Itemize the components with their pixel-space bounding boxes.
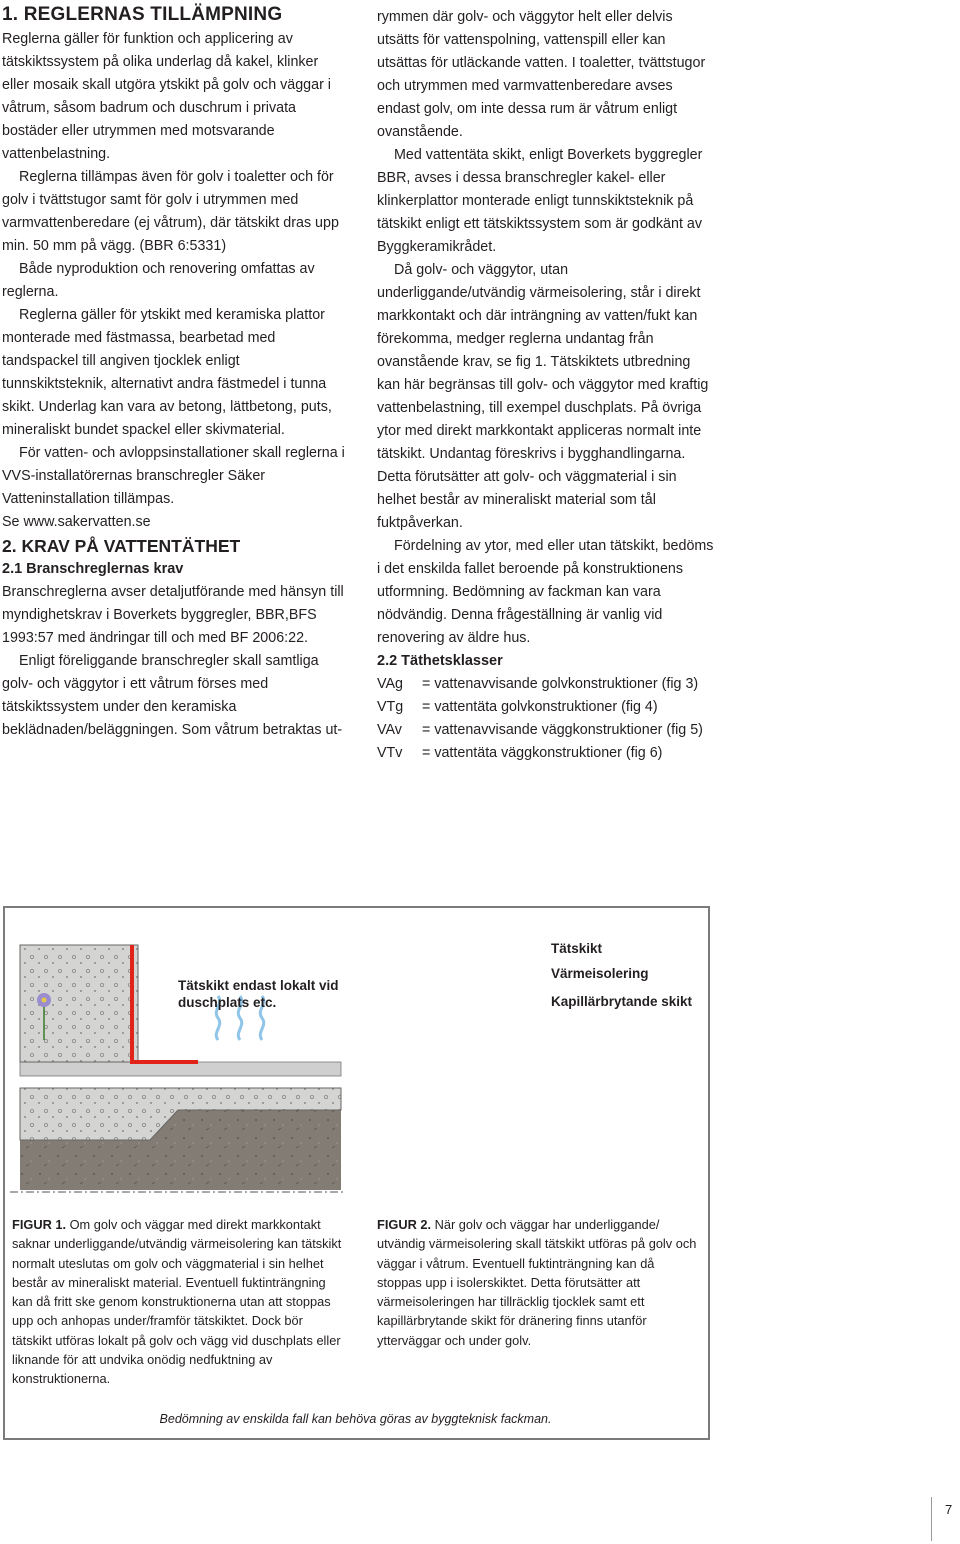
paragraph: Då golv- och väggytor, utan underliggande/utvändig värmeisolering, står i direkt markkontakt och där inträngning av vatten/fukt kan förekomma, medger reglerna undantag från ovanstående krav, se fig 1. Tätskiktets utbredning kan här begränsas till golv- och väggytor med kraftig vattenbelastning, till exempel duschplats. På övriga ytor med direkt markkontakt appliceras normalt inte tätskikt. Undantag föreskrivs i bygghandlingarna. Detta förutsätter att golv- och väggmaterial i sin helhet består av mineraliskt material som tål fuktpåverkan.	[377, 262, 709, 531]
paragraph: Reglerna gäller för ytskikt med keramiska plattor monterade med fästmassa, bearbetad med tandspackel till angiven tjocklek enligt tunnskiktsteknik, alternativt andra fästmedel i tunna skikt. Underlag kan vara av betong, lättbetong, puts, mineraliskt bundet spackel eller skivmaterial.	[2, 307, 332, 438]
paragraph: Med vattentäta skikt, enligt Boverkets byggregler BBR, avses i dessa branschregler kakel- eller klinkerplattor monterade enligt tunnskiktsteknik på tätskikt enligt ett tätskiktssystem som är godkänt av Byggkeramikrådet.	[377, 147, 703, 255]
figure-2-caption: FIGUR 2. När golv och väggar har underliggande/ utvändig värmeisolering skall tätskikt utföras på golv och väggar i våtrum. Eventuell fuktinträngning kan då stoppas upp i isolerskiktet. Detta förutsätter att värmeisoleringen har tillräcklig tjocklek samt ett kapillärbrytande skikt för dränering finns utanför ytterväggar och under golv.	[377, 1217, 697, 1348]
wall	[20, 945, 138, 1062]
figure-1-caption: FIGUR 1. Om golv och väggar med direkt markkontakt saknar underliggande/utvändig värmeisolering kan tätskikt normalt uteslutas om golv och väggmaterial i sin helhet består av mineraliskt material. Eventuell fuktinträngning kan då fritt ske genom konstruktionerna utan att stoppas upp och anhopas under/framför tätskiktet. Dock bör tätskikt utföras lokalt på golv och vägg vid duschplats eller liknande för att undvika onödig nedfuktning av konstruktionerna.	[12, 1217, 342, 1387]
page-number: 7	[945, 1502, 953, 1517]
label-kapillarbrytande: Kapillärbrytande skikt	[551, 994, 693, 1009]
label-tatskikt: Tätskikt	[551, 941, 603, 956]
paragraph: För vatten- och avloppsinstallationer skall reglerna i VVS-installatörernas branschregler Säker Vatteninstallation tillämpas.	[2, 445, 345, 507]
paragraph: Branschreglerna avser detaljutförande med hänsyn till myndighetskrav i Boverkets byggregler, BBR,BFS 1993:57 med ändringar till och med BF 2006:22.	[2, 584, 344, 646]
subsection-2-1-heading: 2.1 Branschreglernas krav	[2, 561, 184, 577]
website-reference: Se www.sakervatten.se	[2, 514, 151, 530]
paragraph: Fördelning av ytor, med eller utan tätskikt, bedöms i det enskilda fallet beroende på konstruktionens utformning. Bedömning av fackman kan vara nödvändig. Denna frågeställning är vanlig vid renovering av äldre hus.	[377, 538, 714, 646]
class-item: VAv = vattenavvisande väggkonstruktioner (fig 5)	[377, 722, 703, 738]
paragraph: Reglerna tillämpas även för golv i toaletter och för golv i tvättstugor samt för golv i utrymmen med varmvattenberedare (ej våtrum), där tätskikt dras upp min. 50 mm på vägg. (BBR 6:5331)	[2, 169, 339, 254]
class-item: VTv = vattentäta väggkonstruktioner (fig 6)	[377, 745, 663, 761]
figure-1-label: Tätskikt endast lokalt vid duschplats etc.	[178, 978, 339, 1010]
label-varmeisolering: Värmeisolering	[551, 966, 649, 981]
paragraph: Reglerna gäller för funktion och applicering av tätskiktssystem på olika underlag då kakel, klinker eller mosaik skall utgöra ytskikt på golv och väggar i våtrum, såsom badrum och duschrum i privata bostäder eller utrymmen med motsvarande vattenbelastning.	[2, 31, 331, 162]
class-item: VTg = vattentäta golvkonstruktioner (fig 4)	[377, 699, 658, 715]
paragraph: Enligt föreliggande branschregler skall samtliga golv- och väggytor i ett våtrum förses med tätskiktssystem under den keramiska beklädnaden/beläggningen. Som våtrum betraktas ut-	[2, 653, 343, 738]
paragraph: rymmen där golv- och väggytor helt eller delvis utsätts för vattenspolning, vattenspill eller kan utsättas för utläckande vatten. I toaletter, tvättstugor och utrymmen med varmvattenberedare avses endast golv, om inte dessa rum är våtrum enligt ovanstående.	[377, 9, 706, 140]
class-item: VAg = vattenavvisande golvkonstruktioner (fig 3)	[377, 676, 699, 692]
section-1-heading: 1. REGLERNAS TILLÄMPNING	[2, 4, 283, 25]
page-number-divider	[931, 1497, 932, 1541]
subsection-2-2-heading: 2.2 Täthetsklasser	[377, 653, 503, 669]
paragraph: Både nyproduktion och renovering omfattas av reglerna.	[2, 261, 315, 300]
section-2-heading: 2. KRAV PÅ VATTENTÄTHET	[2, 536, 241, 556]
floor-screed	[20, 1062, 341, 1076]
figure-note: Bedömning av enskilda fall kan behöva göras av byggteknisk fackman.	[159, 1412, 552, 1426]
